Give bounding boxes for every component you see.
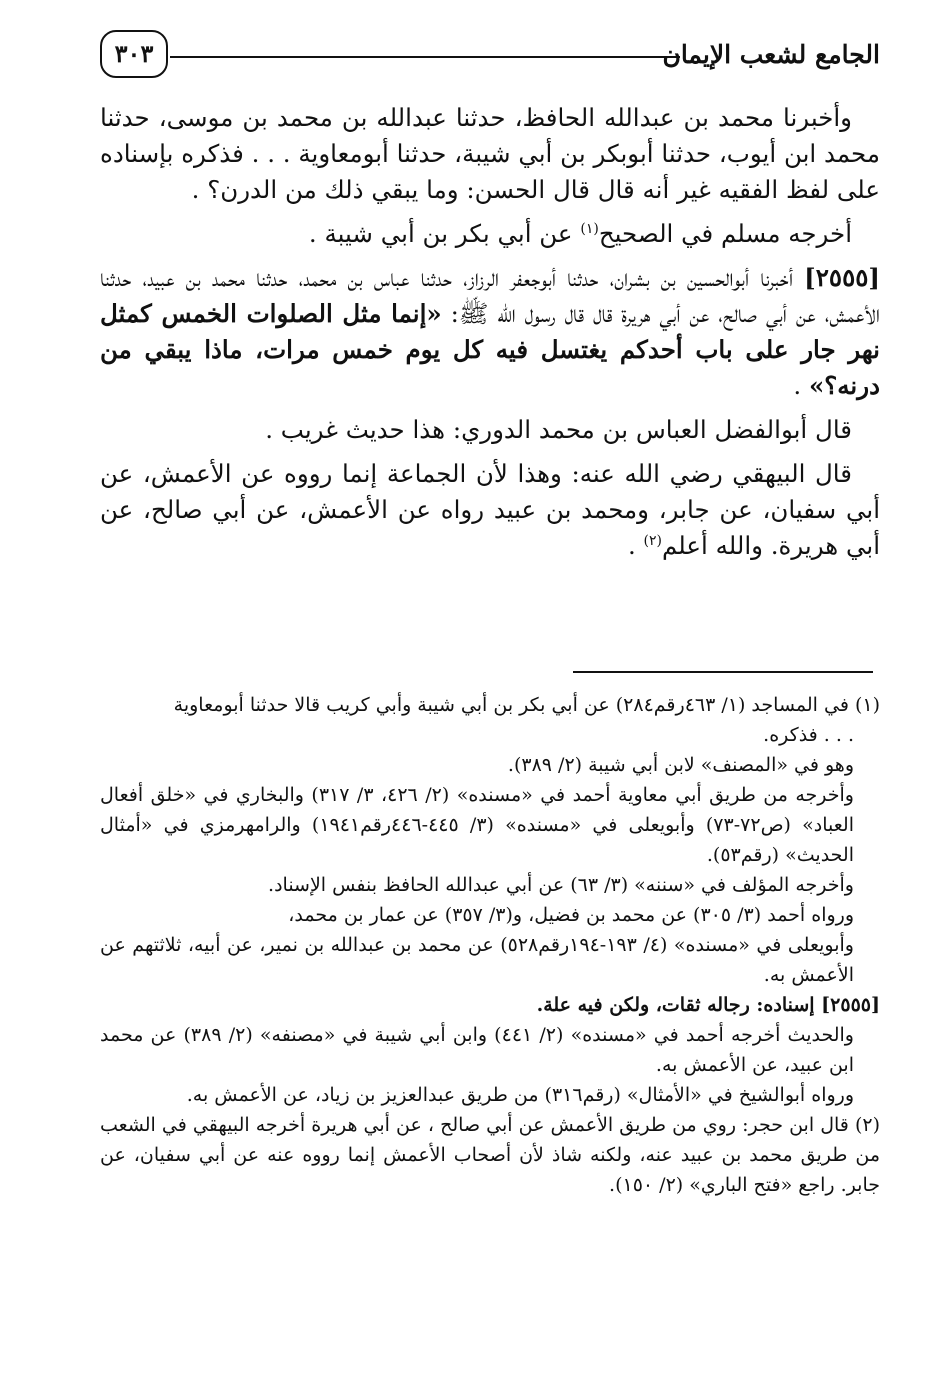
footnote-line: وأخرجه المؤلف في «سننه» (٣/ ٦٣) عن أبي عبدالله الحافظ بنفس الإسناد. [268,874,854,896]
header-rule [170,56,680,58]
paragraph-bayhaqi [100,456,880,564]
page-number: ٣٠٣ [100,30,168,78]
paragraph-takhrij [100,216,880,252]
footnote-2: (٢) قال ابن حجر: روي من طريق الأعمش عن أبي صالح ، عن أبي هريرة أخرجه البيهقي في الشعب من طريق محمد بن عبيد عنه، ولكنه شاذ لأن أصحاب الأعمش إنما رووه عنه عن أبي سفيان، عن جابر. راجع «فتح الباري» (٢/ ١٥٠). [100,1114,880,1196]
footnote-ref-1: (١) [580,220,599,237]
paragraph-hadith [100,260,880,404]
footnote-separator [573,671,873,673]
footnote-line: وأخرجه من طريق أبي معاوية أحمد في «مسنده» (٢/ ٤٢٦، ٣/ ٣١٧) والبخاري في «خلق أفعال العباد» (ص٧٢-٧٣) وأبويعلى في «مسنده» (٣/ ٤٤٥-٤٤٦رقم١٩٤١) والرامهرمزي في «أمثال الحديث» (رقم٥٣). [100,784,854,866]
footnote-line: وأبويعلى في «مسنده» (٤/ ١٩٣-١٩٤رقم٥٢٨) عن محمد بن عبدالله بن نمير، عن أبيه، ثلاثتهم عن الأعمش به. [100,934,854,986]
hadith-end: . [793,371,809,400]
footnote-line: ورواه أبوالشيخ في «الأمثال» (رقم٣١٦) من طريق عبدالعزيز بن زياد، عن الأعمش به. [186,1084,854,1106]
takhrij-text: أخرجه مسلم في الصحيح [598,219,852,248]
footnote-hadith-number: [٢٥٥٥] [821,994,880,1016]
paragraph-isnad: وأخبرنا محمد بن عبدالله الحافظ، حدثنا عبدالله بن محمد بن موسى، حدثنا محمد ابن أيوب، حدثنا أبوبكر بن أبي شيبة، حدثنا أبومعاوية . . . فذكره بإسناده على لفظ الفقيه غير أنه قال قال الحسن: وما يبقي ذلك من الدرن؟ . [100,103,880,204]
running-title: الجامع لشعب الإيمان [662,40,880,69]
footnote-hadith-grade [100,990,880,1020]
footnote-1: (١) في المساجد (١/ ٤٦٣رقم٢٨٤) عن أبي بكر بن أبي شيبة وأبي كريب قالا حدثنا أبومعاوية [173,694,880,716]
hadith-isnad: أخبرنا أبوالحسين بن بشران، حدثنا أبوجعفر الرزاز، حدثنا عباس بن محمد، حدثنا محمد بن عبيد، حدثنا الأعمش، عن أبي صالح، عن أبي هريرة قال قال رسول الله ﷺ: [100,263,880,328]
footnote-line: ورواه أحمد (٣/ ٣٠٥) عن محمد بن فضيل، و(٣/ ٣٥٧) عن عمار بن محمد، [288,904,854,926]
bayhaqi-end: . [627,531,644,560]
bayhaqi-text: قال البيهقي رضي الله عنه: وهذا لأن الجماعة إنما رووه عن الأعمش، عن أبي سفيان، عن جابر، ومحمد بن عبيد رواه عن الأعمش، عن أبي صالح، عن أبي هريرة. والله أعلم [100,459,880,560]
footnote-line: وهو في «المصنف» لابن أبي شيبة (٢/ ٣٨٩). [507,754,854,776]
footnote-grade-text: إسناده: رجاله ثقات، ولكن فيه علة. [536,994,822,1016]
paragraph-comment: قال أبوالفضل العباس بن محمد الدوري: هذا حديث غريب . [265,415,852,444]
footnote-ref-2: (٢) [643,532,662,549]
page-header [100,30,880,82]
hadith-number: [٢٥٥٥] [804,263,880,292]
footnote-line: والحديث أخرجه أحمد في «مسنده» (٢/ ٤٤١) وابن أبي شيبة في «مصنفه» (٢/ ٣٨٩) عن محمد ابن عبيد، عن الأعمش به. [100,1024,854,1076]
hadith-matn: «إنما مثل الصلوات الخمس كمثل نهر جار على باب أحدكم يغتسل فيه كل يوم خمس مرات، ماذا يبقي من درنه؟» [100,299,880,400]
footnote-1-cont: . . . فذكره. [763,724,854,746]
footnotes [100,690,880,1200]
takhrij-text-end: عن أبي بكر بن أبي شيبة . [308,219,581,248]
main-text [100,100,880,572]
